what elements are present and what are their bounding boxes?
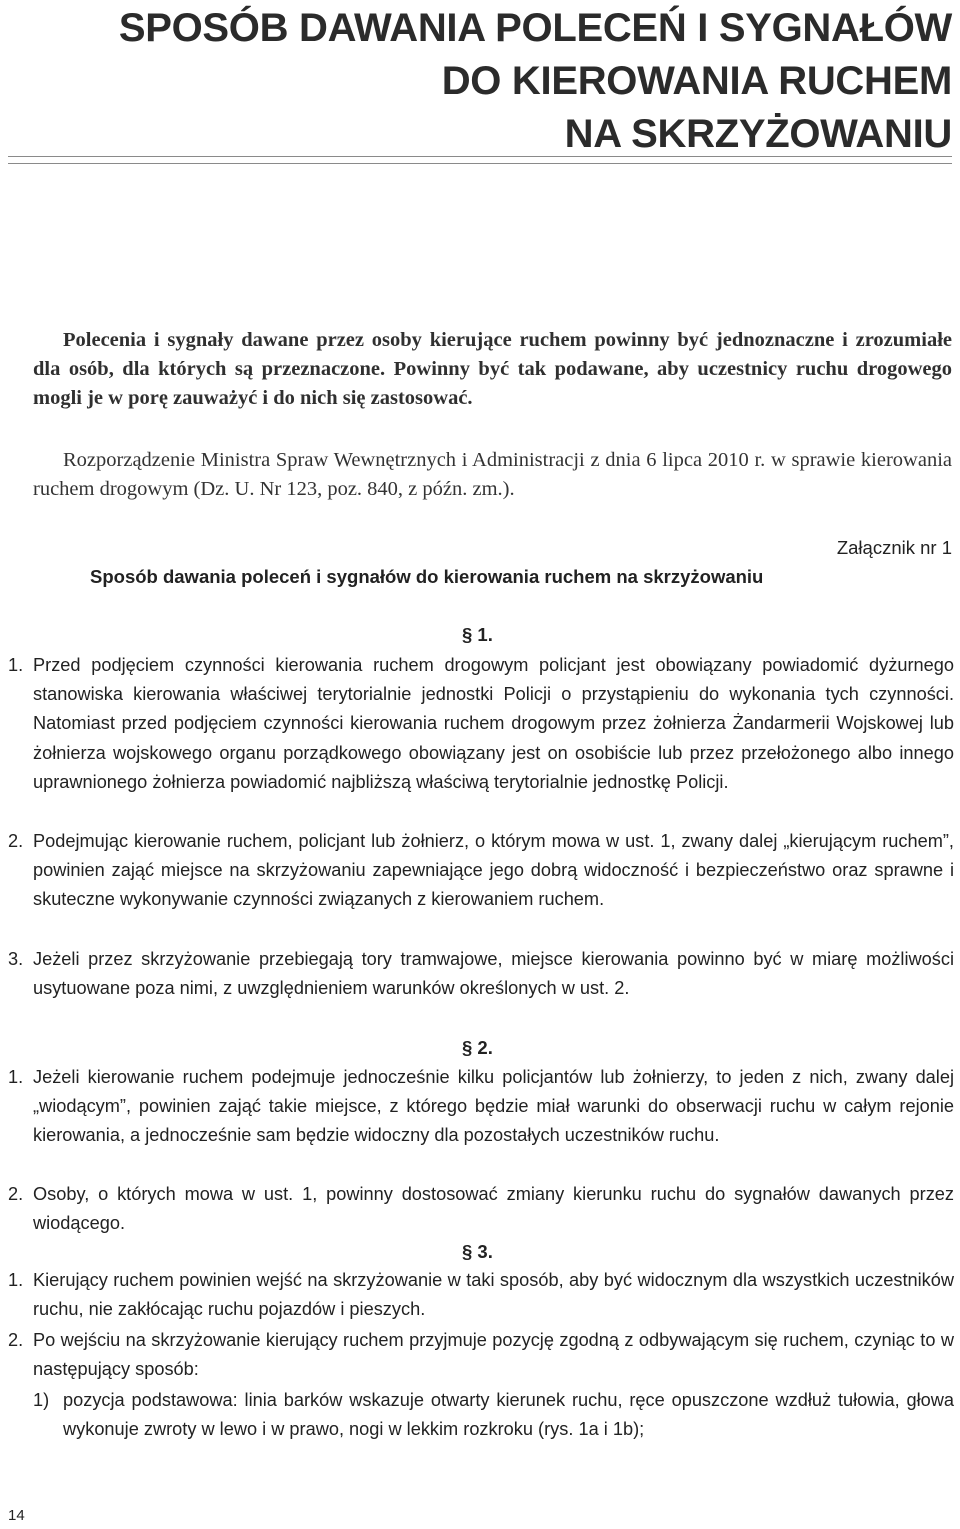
intro-paragraph: Polecenia i sygnały dawane przez osoby kierujące ruchem powinny być jednoznaczne i zrozumiałe dla osób, dla których są przeznaczone. Powinny być tak podawane, aby uczestnicy ruchu drogowego mogli je w porę zauważyć i do nich się zastosować.: [33, 329, 952, 409]
item-text: Przed podjęciem czynności kierowania ruchem drogowym policjant jest obowiązany powiadomić dyżurnego stanowiska kierowania właściwej terytorialnie jednostki Policji o przystąpieniu do wykonania tych czynności. Natomiast przed podjęciem czynności kierowania ruchem drogowym przez żołnierza Żandarmerii Wojskowej lub żołnierza wojskowego organu porządkowego obowiązany jest on osobiście lub przez przełożonego albo innego uprawnionego żołnierza powiadomić najbliższą właściwą terytorialnie jednostkę Policji.: [33, 655, 954, 792]
section-mark-2: § 2.: [462, 1037, 493, 1058]
item-number: 3.: [8, 949, 24, 969]
list-item: [4, 1180, 954, 1238]
sub-list-item: [33, 1386, 954, 1444]
item-text: Podejmując kierowanie ruchem, policjant lub żołnierz, o którym mowa w ust. 1, zwany dalej „kierującym ruchem”, powinien zająć miejsce na skrzyżowaniu zapewniające jego dobrą widoczność i bezpieczeństwo oraz sprawne i skuteczne wykonywanie czynności związanych z kierowaniem ruchem.: [33, 831, 954, 910]
list-item: [4, 1063, 954, 1151]
item-number: 1.: [8, 1270, 24, 1290]
list-item: [4, 945, 954, 1003]
subitem-text: pozycja podstawowa: linia barków wskazuje otwarty kierunek ruchu, ręce opuszczone wzdłuż tułowia, głowa wykonuje zwroty w lewo i w prawo, nogi w lekkim rozkroku (rys. 1a i 1b);: [63, 1390, 954, 1440]
annex-label: Załącznik nr 1: [836, 537, 952, 558]
section-mark-1: § 1.: [462, 624, 493, 645]
list-item: [4, 1326, 954, 1384]
item-text: Po wejściu na skrzyżowanie kierujący ruchem przyjmuje pozycję zgodną z odbywającym się ruchem, czyniąc to w następujący sposób:: [33, 1330, 954, 1380]
title-divider: [8, 156, 952, 164]
item-text: Jeżeli przez skrzyżowanie przebiegają tory tramwajowe, miejsce kierowania powinno być w miarę możliwości usytuowane poza nimi, z uwzględnieniem warunków określonych w ust. 2.: [33, 949, 954, 999]
item-number: 2.: [8, 1330, 24, 1350]
page-number: 14: [8, 1507, 25, 1524]
page-title: [12, 2, 952, 161]
item-number: 1.: [8, 655, 24, 675]
item-number: 2.: [8, 831, 24, 851]
list-item: [4, 827, 954, 915]
annex-title: Sposób dawania poleceń i sygnałów do kierowania ruchem na skrzyżowaniu: [90, 566, 764, 587]
subitem-number: 1): [33, 1390, 50, 1410]
section-mark-3: § 3.: [462, 1241, 493, 1262]
list-item: [4, 1266, 954, 1324]
item-number: 1.: [8, 1067, 24, 1087]
item-text: Kierujący ruchem powinien wejść na skrzyżowanie w taki sposób, aby być widocznym dla wszystkich uczestników ruchu, nie zakłócając ruchu pojazdów i pieszych.: [33, 1270, 954, 1320]
item-text: Osoby, o których mowa w ust. 1, powinny dostosować zmiany kierunku ruchu do sygnałów dawanych przez wiodącego.: [33, 1184, 954, 1234]
title-line-3: NA SKRZYŻOWANIU: [564, 112, 952, 156]
item-number: 2.: [8, 1184, 24, 1204]
title-line-2: DO KIEROWANIA RUCHEM: [441, 59, 952, 103]
list-item: [4, 651, 954, 797]
item-text: Jeżeli kierowanie ruchem podejmuje jednocześnie kilku policjantów lub żołnierzy, to jeden z nich, zwany dalej „wiodącym”, powinien zająć takie miejsce, z którego będzie miał warunki do obserwacji ruchu w całym rejonie kierowania, a jednocześnie sam będzie widoczny dla pozostałych uczestników ruchu.: [33, 1067, 954, 1146]
title-line-1: SPOSÓB DAWANIA POLECEŃ I SYGNAŁÓW: [118, 6, 952, 50]
citation-paragraph: Rozporządzenie Ministra Spraw Wewnętrznych i Administracji z dnia 6 lipca 2010 r. w sprawie kierowania ruchem drogowym (Dz. U. Nr 123, poz. 840, z późn. zm.).: [33, 449, 952, 500]
